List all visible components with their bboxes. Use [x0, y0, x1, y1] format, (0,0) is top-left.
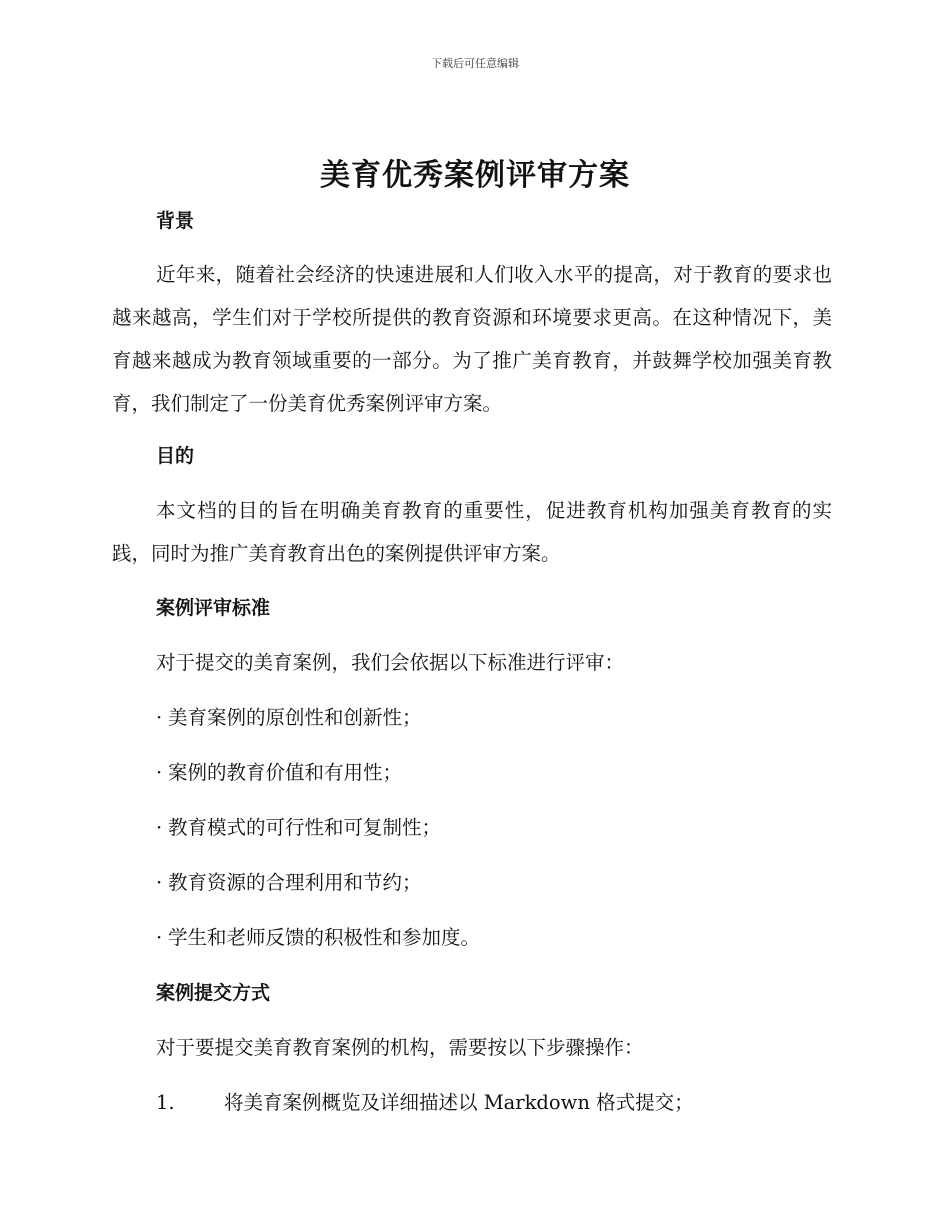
criteria-item: [156, 760, 402, 786]
header-note: 下载后可任意编辑: [431, 57, 519, 70]
bullet-icon: ·: [156, 761, 163, 784]
bullet-icon: ·: [156, 706, 163, 729]
criteria-item: [156, 705, 422, 731]
section-heading-background: 背景: [156, 210, 195, 232]
step-text: 将美育案例概览及详细描述以 Markdown 格式提交；: [224, 1091, 694, 1114]
bullet-icon: ·: [156, 926, 163, 949]
criteria-item: [156, 815, 441, 841]
submission-intro: 对于要提交美育教育案例的机构，需要按以下步骤操作：: [156, 1036, 644, 1059]
criteria-item-text: 教育资源的合理利用和节约；: [168, 871, 422, 894]
paragraph-background: 近年来，随着社会经济的快速进展和人们收入水平的提高，对于教育的要求也越来越高，学生们对于学校所提供的教育资源和环境要求更高。在这种情况下，美育越来越成为教育领域重要的一部分。为了推广美育教育，并鼓舞学校加强美育教育，我们制定了一份美育优秀案例评审方案。: [112, 263, 832, 415]
submission-step: [156, 1090, 694, 1116]
criteria-item: [156, 925, 480, 951]
criteria-intro: 对于提交的美育案例，我们会依据以下标准进行评审：: [156, 651, 625, 674]
step-number: 1.: [156, 1091, 175, 1114]
section-heading-submission: 案例提交方式: [156, 982, 271, 1004]
section-heading-purpose: 目的: [156, 445, 195, 467]
criteria-item-text: 案例的教育价值和有用性；: [168, 761, 403, 784]
bullet-icon: ·: [156, 816, 163, 839]
paragraph-purpose: 本文档的目的旨在明确美育教育的重要性，促进教育机构加强美育教育的实践，同时为推广美育教育出色的案例提供评审方案。: [112, 499, 832, 565]
criteria-item: [156, 870, 422, 896]
section-heading-criteria: 案例评审标准: [156, 597, 271, 619]
criteria-item-text: 学生和老师反馈的积极性和参加度。: [168, 926, 481, 949]
criteria-item-text: 教育模式的可行性和可复制性；: [168, 816, 442, 839]
bullet-icon: ·: [156, 871, 163, 894]
document-title: 美育优秀案例评审方案: [320, 158, 630, 193]
criteria-item-text: 美育案例的原创性和创新性；: [168, 706, 422, 729]
